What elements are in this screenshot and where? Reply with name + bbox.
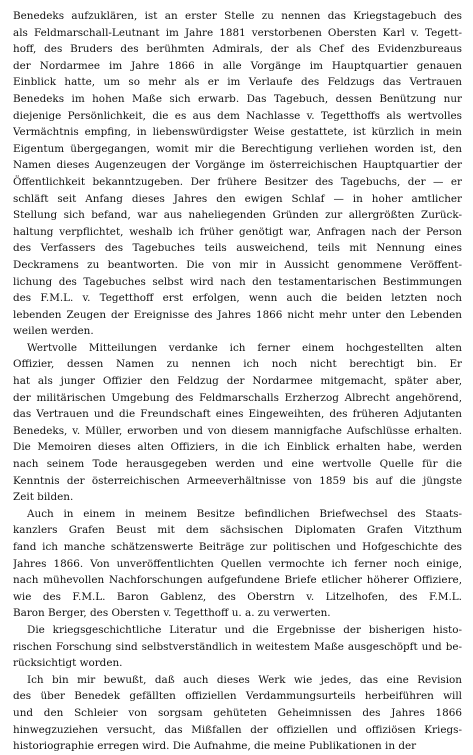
text-line: hoff, des Bruders des berühmten Admirals, der als Chef des Evidenzbureaus [13,43,462,56]
text-line: rischen Forschung sind selbstverständlich in weitestem Maße ausgeschöpft und be- [13,640,462,653]
text-line: Eigentum übergegangen, womit mir die Berechtigung verliehen worden ist, den [13,142,462,155]
text-line: Stellung sich befand, war aus naheliegenden Gründen zur allergrößten Zurück- [13,209,462,222]
text-line: rücksichtigt worden. [13,657,123,670]
text-line: Wertvolle Mitteilungen verdanke ich ferner einem hochgestellten alten [27,341,462,354]
text-line: Benedeks im hohen Maße sich erwarb. Das Tagebuch, dessen Benützung nur [13,92,462,105]
text-line: Namen dieses Augenzeugen der Vorgänge im österreichischen Hauptquartier der [13,159,462,172]
text-line: Die Memoiren dieses alten Offiziers, in die ich Einblick erhalten habe, werden [13,441,462,454]
text-line: wie des F.M.L. Baron Gablenz, des Oberstrn v. Litzelhofen, des F.M.L. [13,590,462,603]
paragraph-literatur [13,622,462,672]
text-line: das Vertrauen und die Freundschaft eines Eingeweihten, des früheren Adjutanten [13,408,462,421]
text-line: Zeit bilden. [13,491,74,504]
paragraph-tagebuch [13,8,462,340]
text-line: weilen werden. [13,325,94,338]
text-line: des über Benedek gefällten offiziellen Verdammungsurteils herbeiführen will [13,690,462,703]
text-line: diejenige Persönlichkeit, die es aus dem Nachlasse v. Tegetthoffs als wertvolles [13,109,462,122]
text-line: haltung verpflichtet, weshalb ich früher genötigt war, Anfragen nach der Person [13,225,462,238]
text-line: des F.M.L. v. Tegetthoff erst erfolgen, wenn auch die beiden letzten noch [13,292,462,305]
text-line: Deckramens zu beantworten. Die von mir in Aussicht genommene Veröffent- [13,258,462,271]
text-line: Offizier, dessen Namen zu nennen ich noch nicht berechtigt bin. Er [13,358,462,371]
text-line: der militärischen Umgebung des Feldmarschalls Erzherzog Albrecht angehörend, [13,391,462,404]
text-line: historiographie erregen wird. Die Aufnahme, die meine Publikationen in der [13,740,417,753]
text-line: fand ich manche schätzenswerte Beiträge zur politischen und Hofgeschichte des [13,541,462,553]
text-line: lebenden Zeugen der Ereignisse des Jahres 1866 nicht mehr unter den Lebenden [13,308,462,321]
text-line: Öffentlichkeit bekanntzugeben. Der frühere Besitzer des Tagebuchs, der — er [13,175,462,188]
text-line: schläft seit Anfang dieses Jahres den ewigen Schlaf — in hoher amtlicher [13,192,462,205]
text-line: des Verfassers des Tagebuches teils ausweichend, teils mit Nennung eines [13,242,462,255]
text-line: Baron Berger, des Obersten v. Tegetthoff u. a. zu verwerten. [13,607,331,620]
text-line: hat als junger Offizier den Feldzug der Nordarmee mitgemacht, später aber, [13,375,462,388]
paragraph-offizier [13,340,462,506]
text-line: Benedeks aufzuklären, ist an erster Stelle zu nennen das Kriegstagebuch des [13,10,462,22]
text-line: Auch in einem in meinem Besitze befindlichen Briefwechsel des Staats- [27,507,462,520]
text-line: Ich bin mir bewußt, daß auch dieses Werk wie jedes, das eine Revision [27,673,462,686]
text-line: lichung des Tagebuches selbst wird nach den testamentarischen Bestimmungen [13,275,462,288]
text-line: Jahres 1866. Von unveröffentlichten Quellen vermochte ich ferner noch einige, [13,557,462,570]
text-line: kanzlers Grafen Beust mit dem sächsischen Diplomaten Grafen Vitzthum [13,524,462,537]
text-line: Kenntnis der österreichischen Armeeverhältnisse von 1859 bis auf die jüngste [13,474,462,487]
text-line: Einblick hatte, um so mehr als er im Verlaufe des Feldzugs das Vertrauen [13,76,462,89]
text-line: nach mühevollen Nachforschungen aufgefundene Briefe etlicher höherer Offiziere, [13,574,462,587]
text-line: der Nordarmee im Jahre 1866 in alle Vorgänge im Hauptquartier genauen [13,59,462,72]
text-line: hinwegzuziehen versucht, das Mißfallen der offiziellen und offiziösen Kriegs- [13,723,462,736]
text-line: und den Schleier von sorgsam gehüteten Geheimnissen des Jahres 1866 [13,706,462,719]
paragraph-revision [13,672,462,755]
text-line: Die kriegsgeschichtliche Literatur und die Ergebnisse der bisherigen histo- [27,623,462,636]
text-body [13,8,462,755]
paragraph-briefwechsel [13,506,462,622]
text-line: als Feldmarschall-Leutnant im Jahre 1881 verstorbenen Obersten Karl v. Tegett- [13,26,462,39]
text-line: Vermächtnis empfing, in liebenswürdigster Weise gestattete, ist kürzlich in mein [13,126,462,139]
text-line: nach seinem Tode herausgegeben werden und eine wertvolle Quelle für die [13,458,462,471]
text-line: Benedeks, v. Müller, erworben und von diesem mannigfache Aufschlüsse erhalten. [13,424,462,437]
